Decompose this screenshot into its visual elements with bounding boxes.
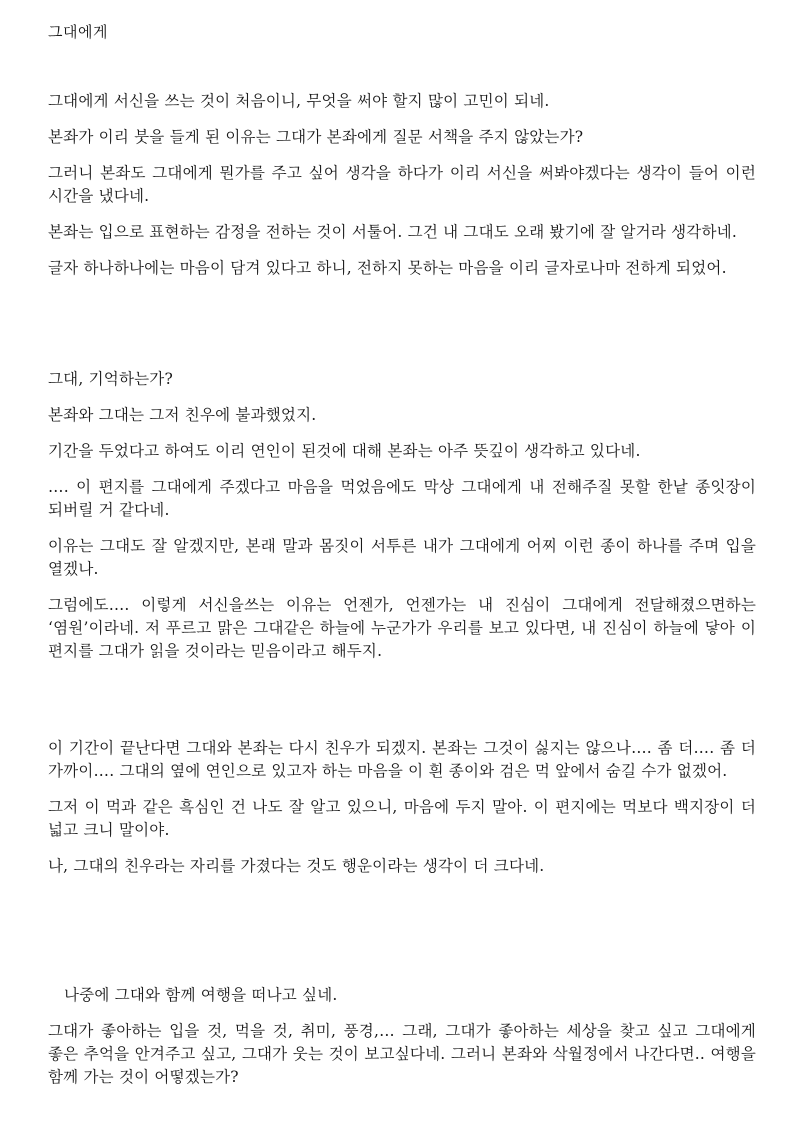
paragraph: 그저 이 먹과 같은 흑심인 건 나도 잘 알고 있으니, 마음에 두지 말아. 이 편지에는 먹보다 백지장이 더 넓고 크니 말이야.	[48, 798, 756, 839]
paragraph: 그대, 기억하는가?	[48, 370, 173, 388]
paragraph: 글자 하나하나에는 마음이 담겨 있다고 하니, 전하지 못하는 마음을 이리 글자로나마 전하게 되었어.	[48, 259, 727, 277]
letter-section-future	[48, 737, 756, 891]
paragraph: 이유는 그대도 잘 알겠지만, 본래 말과 몸짓이 서투른 내가 그대에게 어찌 이런 종이 하나를 주며 입을 열겠나.	[48, 537, 756, 578]
paragraph: 그럼에도…. 이렇게 서신을쓰는 이유는 언젠가, 언젠가는 내 진심이 그대에게 전달해졌으면하는 ‘염원’이라네. 저 푸르고 맑은 그대같은 하늘에 누군가가 우리를 보고 있다면, 내 진심이 하늘에 닿아 이 편지를 그대가 읽을 것이라는 믿음이라고 해두지.	[48, 596, 756, 660]
paragraph: 나중에 그대와 함께 여행을 떠나고 싶네.	[64, 986, 338, 1004]
paragraph: 그대가 좋아하는 입을 것, 먹을 것, 취미, 풍경,… 그래, 그대가 좋아하는 세상을 찾고 싶고 그대에게 좋은 추억을 안겨주고 싶고, 그대가 웃는 것이 보고싶다네. 그러니 본좌와 삭월정에서 나간다면.. 여행을 함께 가는 것이 어떻겠는가?	[48, 1022, 756, 1086]
paragraph: 본좌와 그대는 그저 친우에 불과했었지.	[48, 406, 317, 424]
paragraph: 이 기간이 끝난다면 그대와 본좌는 다시 친우가 되겠지. 본좌는 그것이 싫지는 않으나…. 좀 더…. 좀 더 가까이…. 그대의 옆에 연인으로 있고자 하는 마음을 이 흰 종이와 검은 먹 앞에서 숨길 수가 없겠어.	[48, 739, 756, 780]
letter-salutation: 그대에게	[48, 23, 108, 41]
letter-section-memory	[48, 368, 756, 676]
paragraph: 그러니 본좌도 그대에게 뭔가를 주고 싶어 생각을 하다가 이리 서신을 써봐야겠다는 생각이 들어 이런 시간을 냈다네.	[48, 164, 756, 205]
paragraph: 기간을 두었다고 하여도 이리 연인이 된것에 대해 본좌는 아주 뜻깊이 생각하고 있다네.	[48, 442, 641, 460]
letter-section-intro	[48, 90, 756, 293]
letter-section-travel	[48, 984, 756, 1102]
paragraph: 본좌가 이리 붓을 들게 된 이유는 그대가 본좌에게 질문 서책을 주지 않았는가?	[48, 128, 584, 146]
paragraph: …. 이 편지를 그대에게 주겠다고 마음을 먹었음에도 막상 그대에게 내 전해주질 못할 한낱 종잇장이 되버릴 거 같다네.	[48, 478, 756, 519]
paragraph: 나, 그대의 친우라는 자리를 가졌다는 것도 행운이라는 생각이 더 크다네.	[48, 857, 545, 875]
paragraph: 본좌는 입으로 표현하는 감정을 전하는 것이 서툴어. 그건 내 그대도 오래 봤기에 잘 알거라 생각하네.	[48, 223, 737, 241]
paragraph: 그대에게 서신을 쓰는 것이 처음이니, 무엇을 써야 할지 많이 고민이 되네.	[48, 92, 550, 110]
